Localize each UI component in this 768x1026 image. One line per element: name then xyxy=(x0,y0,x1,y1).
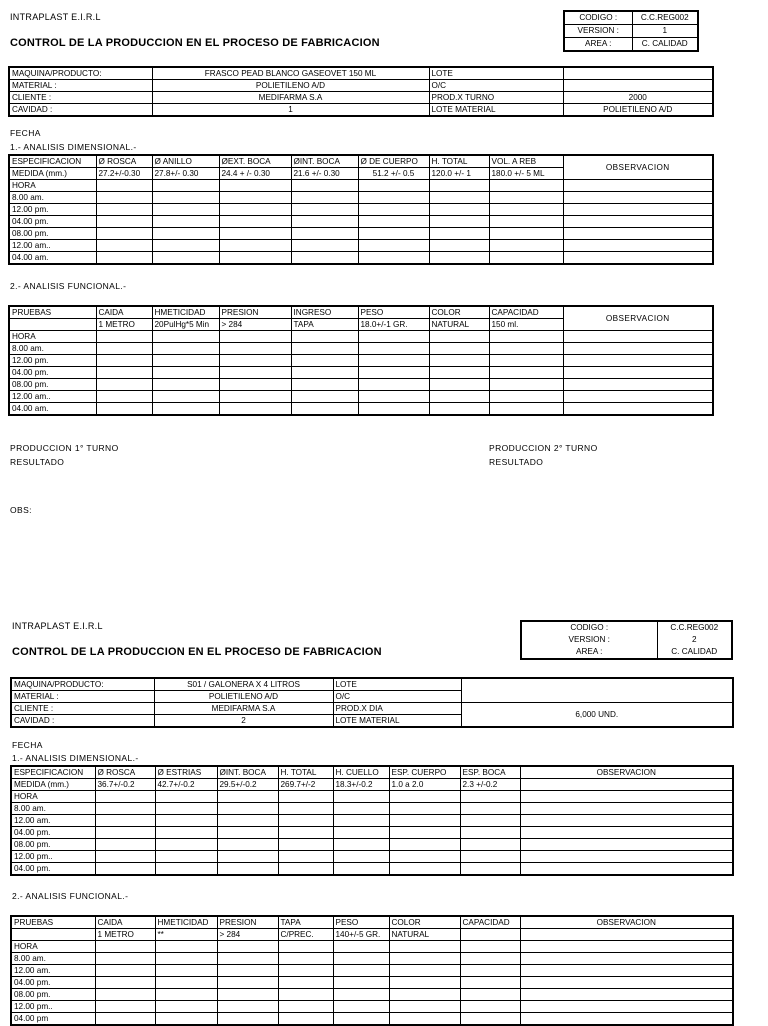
code-label: CODIGO : xyxy=(564,11,632,25)
hour-label: 12.00 pm. xyxy=(9,204,96,216)
hour-label: 04.00 am. xyxy=(9,403,96,416)
table-row xyxy=(9,343,713,355)
func-value: 20PulHg*5 Min xyxy=(152,319,219,331)
table-row xyxy=(11,839,733,851)
func-header: CAIDA xyxy=(96,306,152,319)
info-value: S01 / GALONERA X 4 LITROS xyxy=(154,678,333,691)
resultado-2-label: RESULTADO xyxy=(489,457,544,467)
hour-label: 04.00 pm. xyxy=(11,827,95,839)
dim-medida: MEDIDA (mm.) xyxy=(9,168,96,180)
dim-medida: 36.7+/-0.2 xyxy=(95,779,155,791)
page-title: CONTROL DE LA PRODUCCION EN EL PROCESO DE FABRICACION xyxy=(10,37,380,49)
info-label: O/C xyxy=(429,80,563,92)
hour-label: 8.00 am. xyxy=(9,192,96,204)
table-row xyxy=(9,367,713,379)
hour-label: 12.00 am.. xyxy=(9,391,96,403)
version-value: 2 xyxy=(691,635,697,644)
table-row xyxy=(11,827,733,839)
func-value xyxy=(11,929,95,941)
area-label: AREA : xyxy=(521,646,657,659)
func-header: PRUEBAS xyxy=(9,306,96,319)
dim-header: ØINT. BOCA xyxy=(291,155,358,168)
func-header: HMETICIDAD xyxy=(155,916,217,929)
table-row xyxy=(9,228,713,240)
hour-label: HORA xyxy=(11,791,95,803)
version-label: VERSION : xyxy=(521,634,657,646)
funcional-table xyxy=(8,305,714,416)
table-row xyxy=(11,941,733,953)
dim-header: Ø ROSCA xyxy=(95,766,155,779)
func-value: 150 ml. xyxy=(489,319,563,331)
func-header: HMETICIDAD xyxy=(152,306,219,319)
table-row xyxy=(11,803,733,815)
hour-label: HORA xyxy=(9,180,96,192)
dim-medida: 51.2 +/- 0.5 xyxy=(358,168,429,180)
func-value: C/PREC. xyxy=(278,929,333,941)
info-label: PROD.X TURNO xyxy=(429,92,563,104)
dim-medida: MEDIDA (mm.) xyxy=(11,779,95,791)
table-row xyxy=(9,355,713,367)
table-row xyxy=(11,1013,733,1026)
info-value: POLIETILENO A/D xyxy=(152,80,429,92)
info-label: LOTE xyxy=(333,678,461,691)
func-value: 1 METRO xyxy=(95,929,155,941)
func-header: PRUEBAS xyxy=(11,916,95,929)
table-row xyxy=(11,953,733,965)
observacion-header: OBSERVACION xyxy=(563,306,713,331)
func-header: COLOR xyxy=(429,306,489,319)
info-label: MAQUINA/PRODUCTO: xyxy=(9,67,152,80)
table-row xyxy=(11,791,733,803)
hour-label: 08.00 pm. xyxy=(11,839,95,851)
hour-label: 08.00 pm. xyxy=(9,228,96,240)
info-label: CLIENTE : xyxy=(9,92,152,104)
info-label: CAVIDAD : xyxy=(11,715,154,728)
info-value: FRASCO PEAD BLANCO GASEOVET 150 ML xyxy=(152,67,429,80)
func-header: PRESION xyxy=(219,306,291,319)
info-label: LOTE MATERIAL xyxy=(429,104,563,117)
info-label: O/C xyxy=(333,691,461,703)
func-header: PRESION xyxy=(217,916,278,929)
info-table xyxy=(10,677,734,728)
hour-label: 8.00 am. xyxy=(11,803,95,815)
info-label: LOTE xyxy=(429,67,563,80)
hour-label: 04.00 pm. xyxy=(9,367,96,379)
hour-label: 04.00 pm. xyxy=(11,977,95,989)
dim-header: H. TOTAL xyxy=(278,766,333,779)
produccion-2-label: PRODUCCION 2° TURNO xyxy=(489,443,598,453)
dim-header: ESP. BOCA xyxy=(460,766,520,779)
hour-label: 12.00 pm. xyxy=(9,355,96,367)
dim-medida: 269.7+/-2 xyxy=(278,779,333,791)
info-value: 2 xyxy=(154,715,333,728)
info-value: MEDIFARMA S.A xyxy=(152,92,429,104)
info-label: CLIENTE : xyxy=(11,703,154,715)
fecha-label: FECHA xyxy=(10,128,41,138)
func-value: 140+/-5 GR. xyxy=(333,929,389,941)
dimensional-table xyxy=(8,154,714,265)
func-header: INGRESO xyxy=(291,306,358,319)
dim-header: H. CUELLO xyxy=(333,766,389,779)
dim-medida: 42.7+/-0.2 xyxy=(155,779,217,791)
hour-label: 04.00 pm. xyxy=(11,863,95,876)
info-label: MATERIAL : xyxy=(11,691,154,703)
hour-label: 08.00 pm. xyxy=(11,989,95,1001)
code-box xyxy=(520,620,733,660)
dim-medida: 21.6 +/- 0.30 xyxy=(291,168,358,180)
info-table xyxy=(8,66,714,117)
func-header: CAPACIDAD xyxy=(489,306,563,319)
hour-label: 04.00 am. xyxy=(9,252,96,265)
dim-header: Ø ESTRIAS xyxy=(155,766,217,779)
dim-header: ØINT. BOCA xyxy=(217,766,278,779)
info-value xyxy=(563,67,713,80)
info-value: 6,000 UND. xyxy=(461,703,733,728)
produccion-1-label: PRODUCCION 1° TURNO xyxy=(10,443,119,453)
page-title: CONTROL DE LA PRODUCCION EN EL PROCESO DE FABRICACION xyxy=(12,646,382,658)
dimensional-table xyxy=(10,765,734,876)
dim-header: ØEXT. BOCA xyxy=(219,155,291,168)
funcional-title: 2.- ANALISIS FUNCIONAL.- xyxy=(12,891,129,901)
fecha-label: FECHA xyxy=(12,740,43,750)
area-value: C. CALIDAD xyxy=(671,647,718,656)
dim-medida: 27.2+/-0.30 xyxy=(96,168,152,180)
table-row xyxy=(11,1001,733,1013)
func-value: 18.0+/-1 GR. xyxy=(358,319,429,331)
resultado-1-label: RESULTADO xyxy=(10,457,65,467)
hour-label: 04.00 pm xyxy=(11,1013,95,1026)
table-row xyxy=(9,240,713,252)
dim-medida: 27.8+/- 0.30 xyxy=(152,168,219,180)
info-value: POLIETILENO A/D xyxy=(154,691,333,703)
funcional-title: 2.- ANALISIS FUNCIONAL.- xyxy=(10,281,127,291)
table-row xyxy=(9,391,713,403)
dim-medida: 120.0 +/- 1 xyxy=(429,168,489,180)
hour-label: 12.00 pm.. xyxy=(11,851,95,863)
hour-label: 04.00 pm. xyxy=(9,216,96,228)
version-value: 1 xyxy=(632,25,698,38)
table-row xyxy=(11,989,733,1001)
func-value xyxy=(460,929,520,941)
table-row xyxy=(9,379,713,391)
func-value: 1 METRO xyxy=(96,319,152,331)
info-label: LOTE MATERIAL xyxy=(333,715,461,728)
code-value: C.C.REG002 xyxy=(670,623,719,632)
info-label: MAQUINA/PRODUCTO: xyxy=(11,678,154,691)
dim-medida: 24.4 + /- 0.30 xyxy=(219,168,291,180)
func-value: > 284 xyxy=(219,319,291,331)
info-value xyxy=(563,80,713,92)
dimensional-title: 1.- ANALISIS DIMENSIONAL.- xyxy=(12,753,139,763)
dim-header: ESPECIFICACION xyxy=(11,766,95,779)
dim-medida: 2.3 +/-0.2 xyxy=(460,779,520,791)
table-row xyxy=(9,403,713,416)
info-label: MATERIAL : xyxy=(9,80,152,92)
company-name: INTRAPLAST E.I.R.L xyxy=(10,12,101,22)
func-header: PESO xyxy=(333,916,389,929)
hour-label: 12.00 am.. xyxy=(9,240,96,252)
info-value: 2000 xyxy=(563,92,713,104)
func-header: COLOR xyxy=(389,916,460,929)
observacion-header: OBSERVACION xyxy=(563,155,713,180)
code-value: C.C.REG002 xyxy=(632,11,698,25)
func-value: ** xyxy=(155,929,217,941)
code-label: CODIGO : xyxy=(521,621,657,634)
info-value: POLIETILENO A/D xyxy=(563,104,713,117)
observacion-header: OBSERVACION xyxy=(520,916,733,929)
dim-medida: 29.5+/-0.2 xyxy=(217,779,278,791)
table-row xyxy=(11,965,733,977)
dim-header: ESPECIFICACION xyxy=(9,155,96,168)
hour-label: HORA xyxy=(9,331,96,343)
area-label: AREA : xyxy=(564,38,632,52)
table-row xyxy=(9,192,713,204)
table-row xyxy=(11,851,733,863)
func-value: NATURAL xyxy=(429,319,489,331)
info-value xyxy=(461,678,733,703)
dim-header: ESP. CUERPO xyxy=(389,766,460,779)
table-row xyxy=(9,252,713,265)
info-value: MEDIFARMA S.A xyxy=(154,703,333,715)
hour-label: 08.00 pm. xyxy=(9,379,96,391)
hour-label: 12.00 pm.. xyxy=(11,1001,95,1013)
dim-medida: 1.0 a 2.0 xyxy=(389,779,460,791)
table-row xyxy=(9,204,713,216)
code-box xyxy=(563,10,699,52)
info-value: 1 xyxy=(152,104,429,117)
dim-header: H. TOTAL xyxy=(429,155,489,168)
company-name: INTRAPLAST E.I.R.L xyxy=(12,621,103,631)
dim-medida: 18.3+/-0.2 xyxy=(333,779,389,791)
hour-label: 8.00 am. xyxy=(9,343,96,355)
table-row xyxy=(9,180,713,192)
funcional-table xyxy=(10,915,734,1026)
dim-header: Ø DE CUERPO xyxy=(358,155,429,168)
func-header: CAIDA xyxy=(95,916,155,929)
dim-header: Ø ROSCA xyxy=(96,155,152,168)
obs-label: OBS: xyxy=(10,505,32,515)
func-value: TAPA xyxy=(291,319,358,331)
info-label: CAVIDAD : xyxy=(9,104,152,117)
info-label: PROD.X DIA xyxy=(333,703,461,715)
hour-label: 12.00 am. xyxy=(11,815,95,827)
table-row xyxy=(11,815,733,827)
func-header: CAPACIDAD xyxy=(460,916,520,929)
func-header: PESO xyxy=(358,306,429,319)
dimensional-title: 1.- ANALISIS DIMENSIONAL.- xyxy=(10,142,137,152)
table-row xyxy=(9,216,713,228)
func-value: NATURAL xyxy=(389,929,460,941)
table-row xyxy=(9,331,713,343)
func-value: > 284 xyxy=(217,929,278,941)
table-row xyxy=(11,977,733,989)
hour-label: HORA xyxy=(11,941,95,953)
dim-header: VOL. A REB xyxy=(489,155,563,168)
func-value xyxy=(9,319,96,331)
observacion-header: OBSERVACION xyxy=(520,766,733,779)
hour-label: 8.00 am. xyxy=(11,953,95,965)
table-row xyxy=(11,863,733,876)
area-value: C. CALIDAD xyxy=(632,38,698,52)
dim-header: Ø ANILLO xyxy=(152,155,219,168)
hour-label: 12.00 am. xyxy=(11,965,95,977)
dim-medida: 180.0 +/- 5 ML xyxy=(489,168,563,180)
version-label: VERSION : xyxy=(564,25,632,38)
func-header: TAPA xyxy=(278,916,333,929)
